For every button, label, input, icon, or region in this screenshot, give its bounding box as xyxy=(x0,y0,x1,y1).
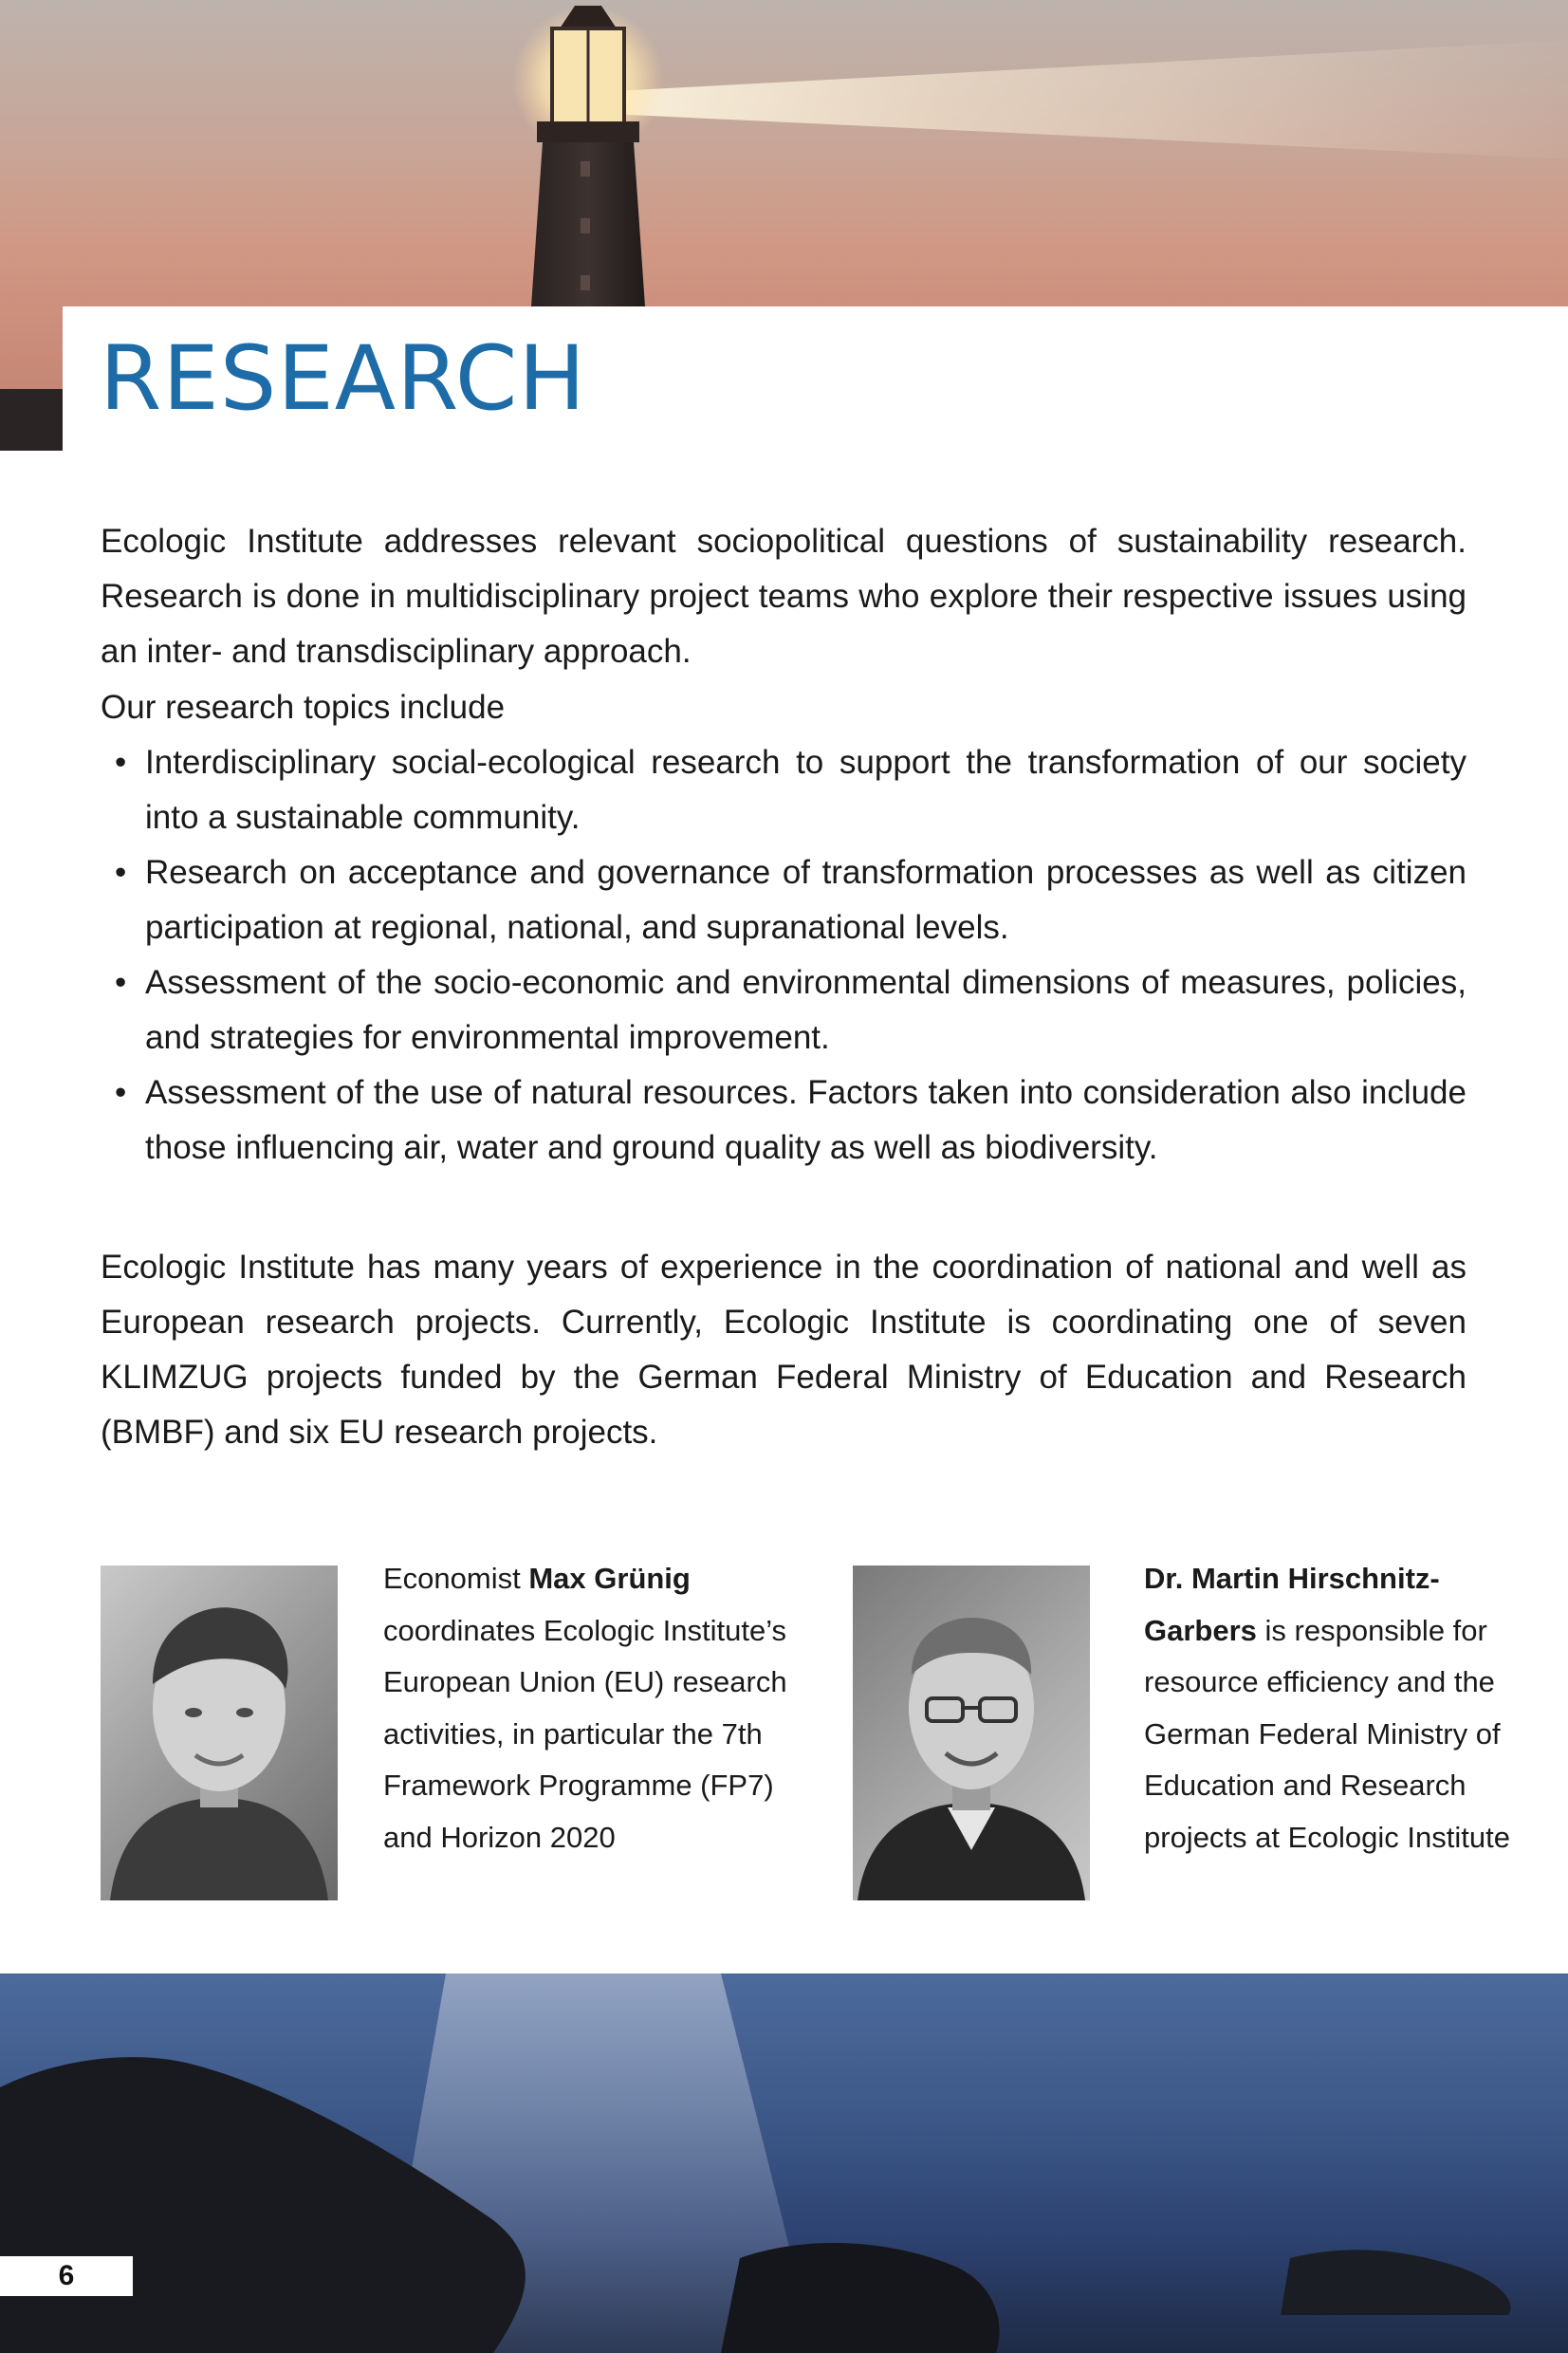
topics-intro: Our research topics include xyxy=(101,689,506,726)
bullet-icon: • xyxy=(115,854,127,891)
portrait-photo-max-gruenig xyxy=(101,1566,338,1900)
person-name: Dr. Martin Hirschnitz-Garbers xyxy=(1144,1562,1440,1647)
list-item xyxy=(101,735,1467,845)
page-number: 6 xyxy=(0,2256,133,2296)
coordination-paragraph: Ecologic Institute has many years of experience in the coordination of national and well as European research projects. Currently, Ecologic Institute is coordinating one of seven KLIMZUG projects funded by the German Federal Ministry of Education and Research (BMBF) and six EU research projects. xyxy=(101,1249,1467,1451)
bullet-icon: • xyxy=(115,744,127,781)
portrait-photo-martin-hirschnitz-garbers xyxy=(853,1566,1090,1900)
list-item xyxy=(101,1065,1467,1176)
bullet-icon: • xyxy=(115,1074,127,1111)
caption-description: coordinates Ecologic Institute’s European Union (EU) research activities, in particular the 7th Framework Programme (FP7) and Horizon 2020 xyxy=(383,1613,787,1854)
caption-martin-hirschnitz-garbers xyxy=(1144,1553,1523,1863)
topic-text: Assessment of the use of natural resources. Factors taken into consideration also include those influencing air, water and ground quality as well as biodiversity. xyxy=(145,1074,1467,1166)
research-topics-list xyxy=(101,735,1467,1176)
person-silhouette-icon xyxy=(853,1566,1090,1900)
footer-sea-photo xyxy=(0,1973,1568,2353)
caption-max-gruenig xyxy=(383,1553,801,1863)
caption-prefix: Economist xyxy=(383,1562,529,1595)
topic-text: Assessment of the socio-economic and environmental dimensions of measures, policies, and strategies for environmental improvement. xyxy=(145,964,1467,1056)
person-silhouette-icon xyxy=(101,1566,338,1900)
bullet-icon: • xyxy=(115,964,127,1001)
topic-text: Interdisciplinary social-ecological research to support the transformation of our society into a sustainable community. xyxy=(145,744,1467,836)
dark-shoreline xyxy=(0,389,63,451)
intro-paragraph: Ecologic Institute addresses relevant sociopolitical questions of sustainability research. Research is done in multidisciplinary project teams who explore their respective issues using an inter- and transdisciplinary approach. xyxy=(101,523,1467,670)
list-item xyxy=(101,955,1467,1065)
list-item xyxy=(101,845,1467,955)
person-name: Max Grünig xyxy=(528,1562,691,1595)
rocky-shore-illustration xyxy=(0,1973,1568,2353)
topic-text: Research on acceptance and governance of transformation processes as well as citizen participation at regional, national, and supranational levels. xyxy=(145,854,1467,946)
caption-description: is responsible for resource efficiency and the German Federal Ministry of Education and Research projects at Ecologic Institute xyxy=(1144,1613,1510,1854)
page-title: RESEARCH xyxy=(100,327,587,431)
